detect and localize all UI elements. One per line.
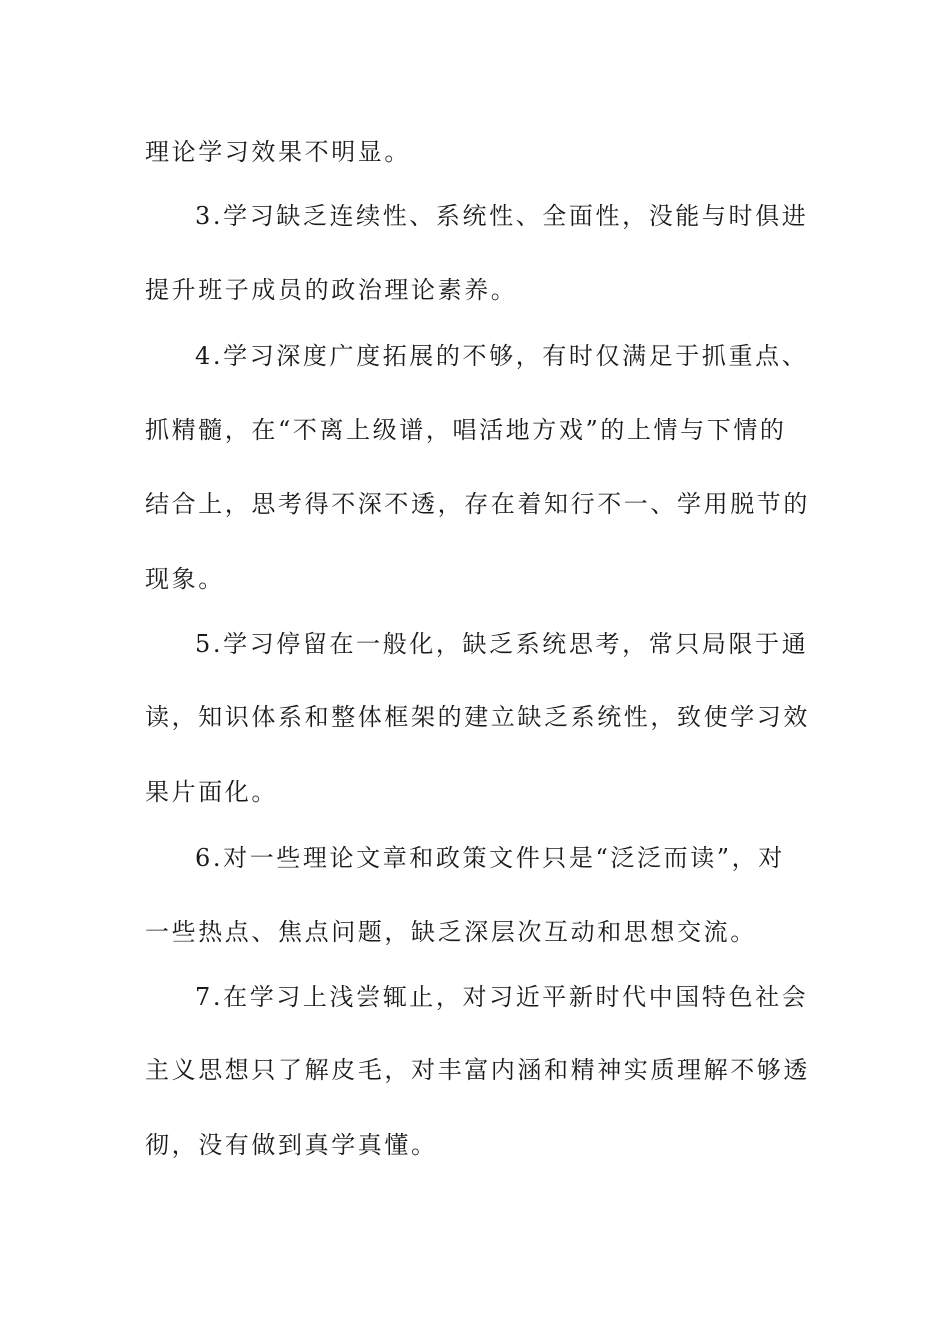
text-line: 理论学习效果不明显。 <box>145 138 411 166</box>
text-line: 果片面化。 <box>145 778 278 806</box>
text-line: 3.学习缺乏连续性、系统性、全面性，没能与时俱进 <box>195 202 809 230</box>
text-line: 5.学习停留在一般化，缺乏系统思考，常只局限于通 <box>195 630 809 658</box>
text-line: 读，知识体系和整体框架的建立缺乏系统性，致使学习效 <box>145 703 810 731</box>
text-line: 主义思想只了解皮毛，对丰富内涵和精神实质理解不够透 <box>145 1056 810 1084</box>
text-line: 结合上，思考得不深不透，存在着知行不一、学用脱节的 <box>145 490 810 518</box>
text-line: 抓精髓，在“不离上级谱，唱活地方戏”的上情与下情的 <box>145 416 787 444</box>
text-line: 4.学习深度广度拓展的不够，有时仅满足于抓重点、 <box>195 342 809 370</box>
text-line: 彻，没有做到真学真懂。 <box>145 1131 438 1159</box>
text-line: 提升班子成员的政治理论素养。 <box>145 276 518 304</box>
text-line: 现象。 <box>145 565 225 593</box>
text-line: 一些热点、焦点问题，缺乏深层次互动和思想交流。 <box>145 918 757 946</box>
text-line: 7.在学习上浅尝辄止，对习近平新时代中国特色社会 <box>195 983 809 1011</box>
text-line: 6.对一些理论文章和政策文件只是“泛泛而读”，对 <box>195 844 785 872</box>
